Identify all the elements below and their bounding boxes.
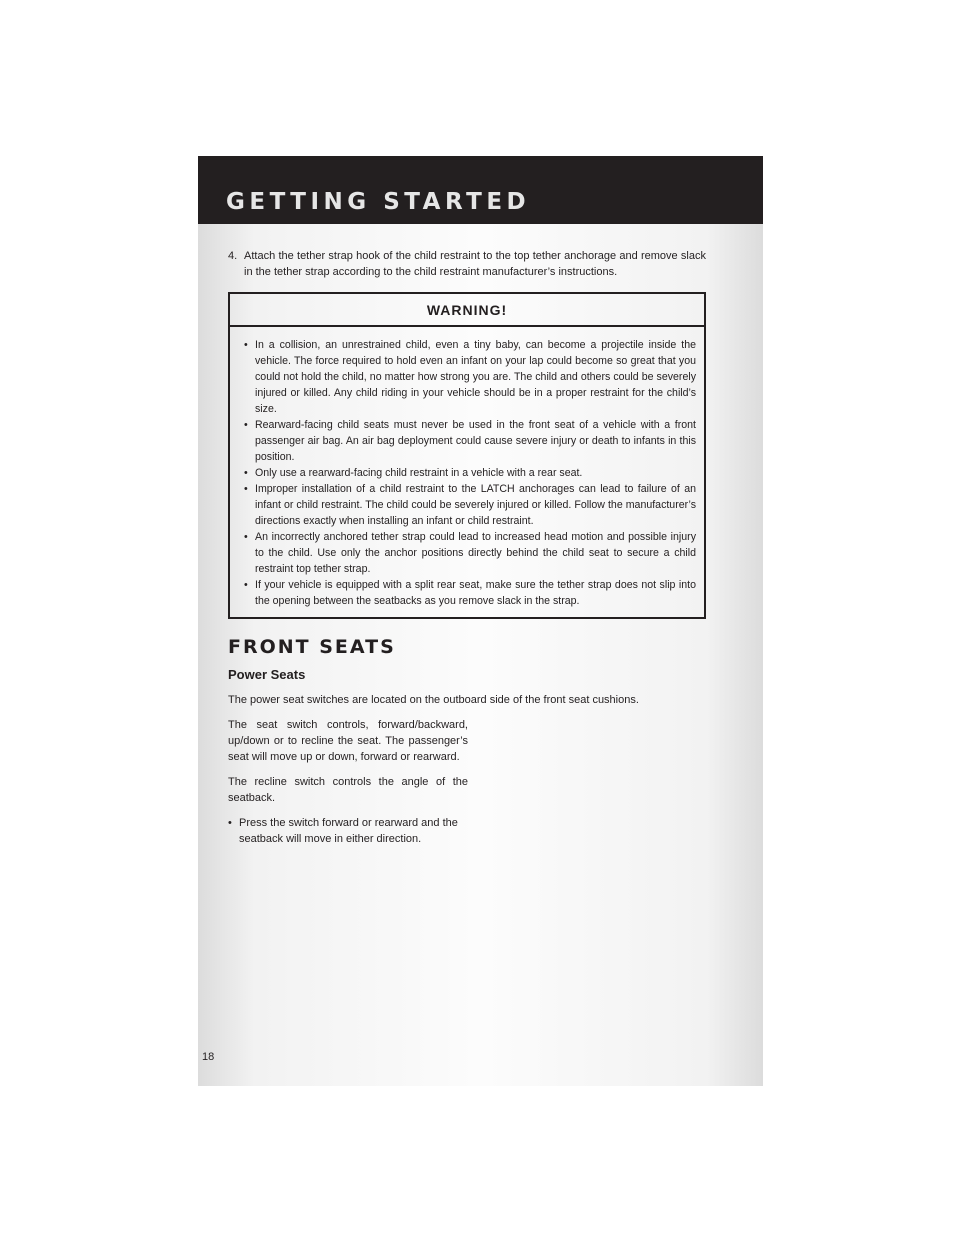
- section-header: [198, 156, 763, 224]
- section-title-front-seats: FRONT SEATS: [228, 636, 396, 658]
- bullet-icon: •: [244, 467, 248, 479]
- warning-item: • Improper installation of a child restraint to the LATCH anchorages can lead to failure of an infant or child restraint. The child could be severely injured or killed. Follow the manufacturer’s directions exactly when installing an infant or child restraint.: [244, 483, 696, 527]
- manual-page: [198, 156, 763, 1086]
- recline-switch-paragraph: The recline switch controls the angle of the seatback.: [228, 776, 468, 804]
- seat-switch-paragraph: The seat switch controls, forward/backward, up/down or to recline the seat. The passenger’s seat will move up or down, forward or rearward.: [228, 719, 468, 763]
- step-4: [228, 248, 706, 280]
- warning-item: • If your vehicle is equipped with a split rear seat, make sure the tether strap does not slip into the opening between the seatbacks as you remove slack in the strap.: [244, 579, 696, 607]
- step-number: 4.: [228, 250, 238, 262]
- bullet-icon: •: [244, 339, 248, 351]
- page-number: 18: [202, 1051, 215, 1063]
- warning-list: [244, 337, 696, 609]
- warning-title: WARNING!: [230, 294, 704, 327]
- bullet-icon: •: [244, 531, 248, 543]
- warning-item: • An incorrectly anchored tether strap could lead to increased head motion and possible injury to the child. Use only the anchor positions directly behind the child seat to secure a child restraint top tether strap.: [244, 531, 696, 575]
- recline-bullet: • Press the switch forward or rearward and the seatback will move in either direction.: [228, 817, 458, 845]
- warning-item: • In a collision, an unrestrained child, even a tiny baby, can become a projectile inside the vehicle. The force required to hold even an infant on your lap could become so great that you could not hold the child, no matter how strong you are. The child and others could be severely injured or killed. Any child riding in your vehicle should be in a proper restraint for the child’s size.: [244, 339, 696, 415]
- bullet-icon: •: [244, 419, 248, 431]
- intro-paragraph: The power seat switches are located on the outboard side of the front seat cushions.: [228, 694, 639, 706]
- page-content: [228, 248, 706, 847]
- section-header-title: GETTING STARTED: [226, 189, 531, 215]
- warning-box: [228, 292, 706, 619]
- warning-item: • Rearward-facing child seats must never be used in the front seat of a vehicle with a front passenger air bag. An air bag deployment could cause severe injury or death to infants in this position.: [244, 419, 696, 463]
- bullet-icon: •: [244, 483, 248, 495]
- step-text: Attach the tether strap hook of the child restraint to the top tether anchorage and remove slack in the tether strap according to the child restraint manufacturer’s instructions.: [244, 250, 706, 278]
- warning-item: • Only use a rearward-facing child restraint in a vehicle with a rear seat.: [244, 467, 583, 479]
- subsection-title-power-seats: Power Seats: [228, 667, 306, 682]
- bullet-icon: •: [228, 817, 232, 829]
- bullet-icon: •: [244, 579, 248, 591]
